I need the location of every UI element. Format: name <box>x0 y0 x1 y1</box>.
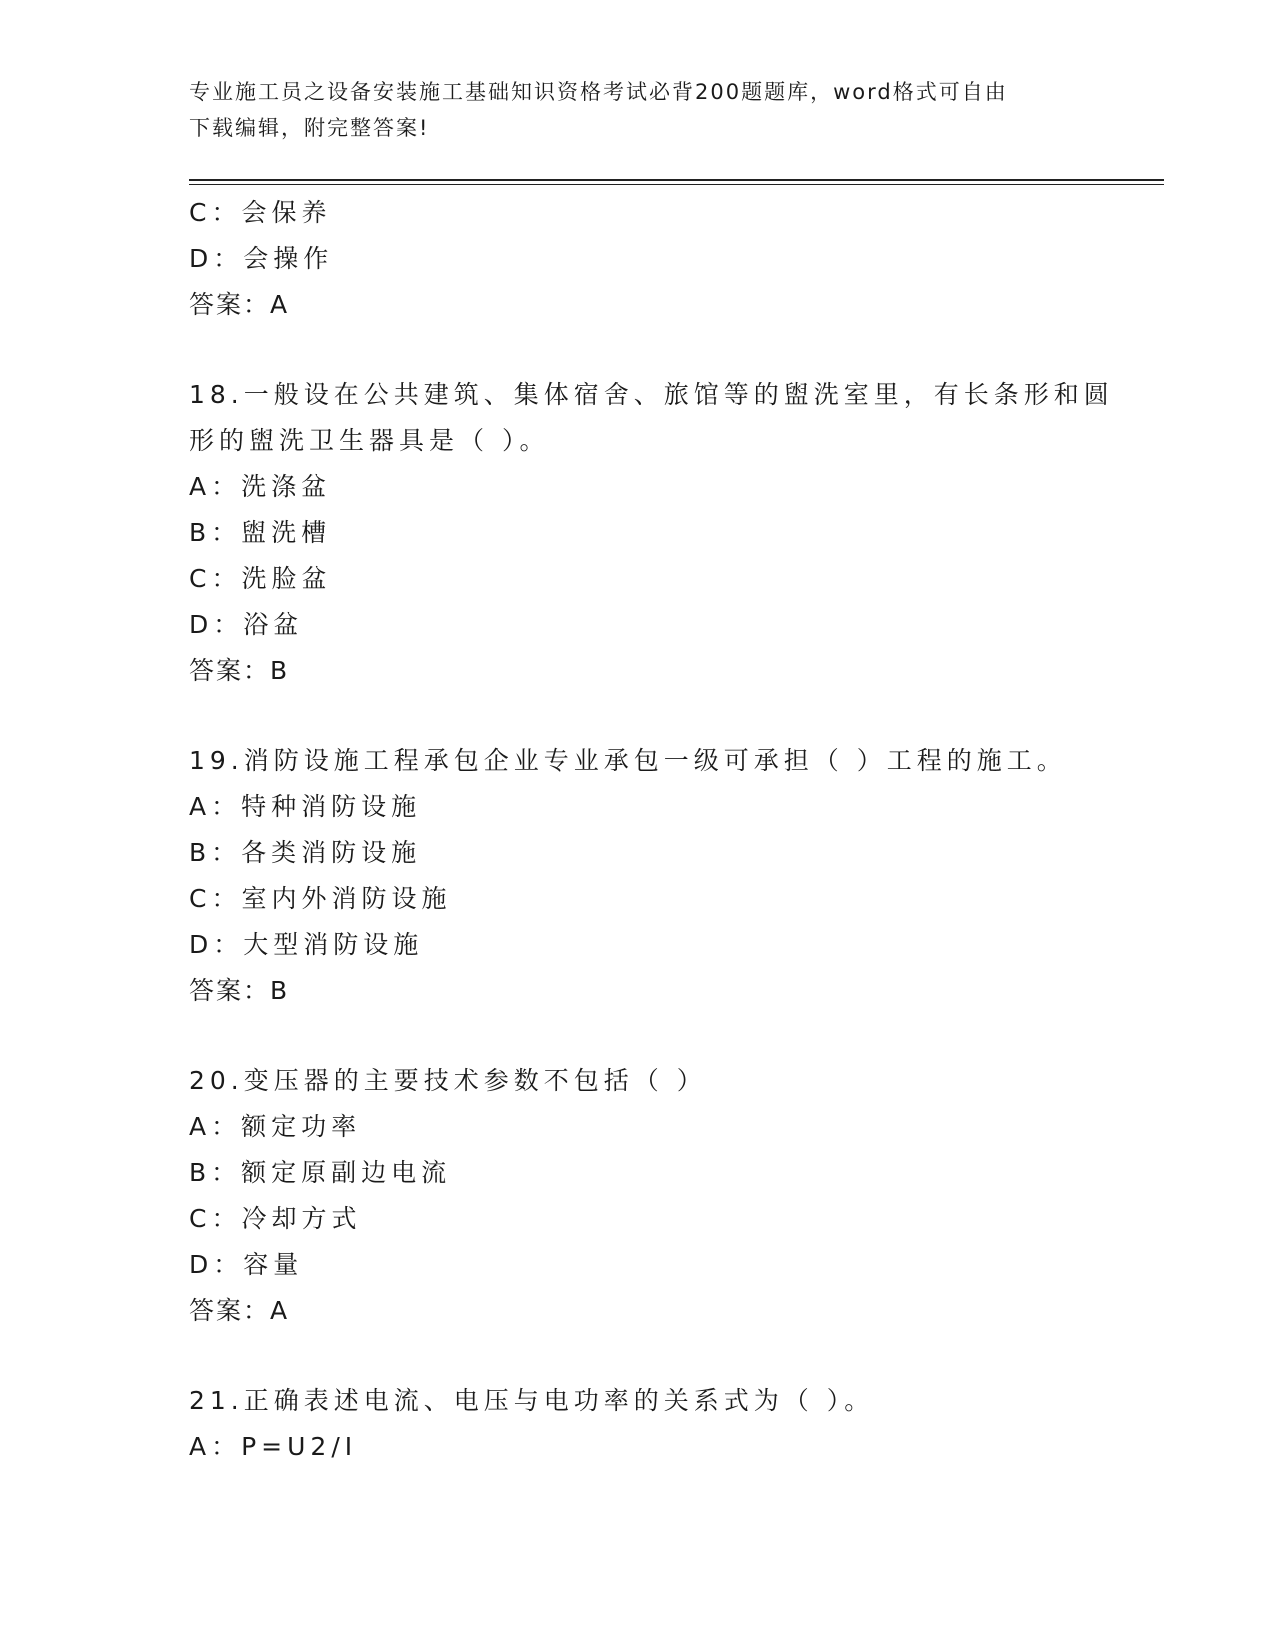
answer-label: 答案：B <box>189 976 290 1005</box>
question-18 <box>189 372 1164 694</box>
option-c: C：洗脸盆 <box>189 564 332 593</box>
option-d: D：浴盆 <box>189 610 304 639</box>
option-b: B：盥洗槽 <box>189 518 332 547</box>
header-title-line-1: 专业施工员之设备安装施工基础知识资格考试必背200题题库，word格式可自由 <box>189 80 1008 104</box>
option-c: C：室内外消防设施 <box>189 884 452 913</box>
question-stem: 21.正确表述电流、电压与电功率的关系式为（ ）。 <box>189 1386 875 1415</box>
document-header <box>189 74 1089 146</box>
question-stem-line-1: 18.一般设在公共建筑、集体宿舍、旅馆等的盥洗室里，有长条形和圆 <box>189 380 1114 409</box>
question-20 <box>189 1058 1164 1334</box>
header-divider-thin <box>189 184 1164 185</box>
option-a: A：P=U2/I <box>189 1432 358 1461</box>
question-17-tail <box>189 190 1164 328</box>
question-stem: 20.变压器的主要技术参数不包括（ ） <box>189 1066 707 1095</box>
header-title-line-2: 下载编辑，附完整答案! <box>189 116 430 140</box>
question-stem-line-2: 形的盥洗卫生器具是（ ）。 <box>189 426 550 455</box>
option-d: D：大型消防设施 <box>189 930 424 959</box>
option-d: D：会操作 <box>189 244 334 273</box>
option-b: B：各类消防设施 <box>189 838 422 867</box>
question-stem: 19.消防设施工程承包企业专业承包一级可承担（ ）工程的施工。 <box>189 746 1067 775</box>
answer-label: 答案：B <box>189 656 290 685</box>
option-d: D：容量 <box>189 1250 304 1279</box>
question-list <box>189 190 1164 1470</box>
option-b: B：额定原副边电流 <box>189 1158 452 1187</box>
answer-label: 答案：A <box>189 1296 290 1325</box>
question-19 <box>189 738 1164 1014</box>
option-a: A：额定功率 <box>189 1112 362 1141</box>
option-c: C：冷却方式 <box>189 1204 362 1233</box>
header-divider-thick <box>189 179 1164 181</box>
answer-label: 答案：A <box>189 290 290 319</box>
option-a: A：洗涤盆 <box>189 472 332 501</box>
question-21 <box>189 1378 1164 1470</box>
option-a: A：特种消防设施 <box>189 792 422 821</box>
option-c: C：会保养 <box>189 198 332 227</box>
